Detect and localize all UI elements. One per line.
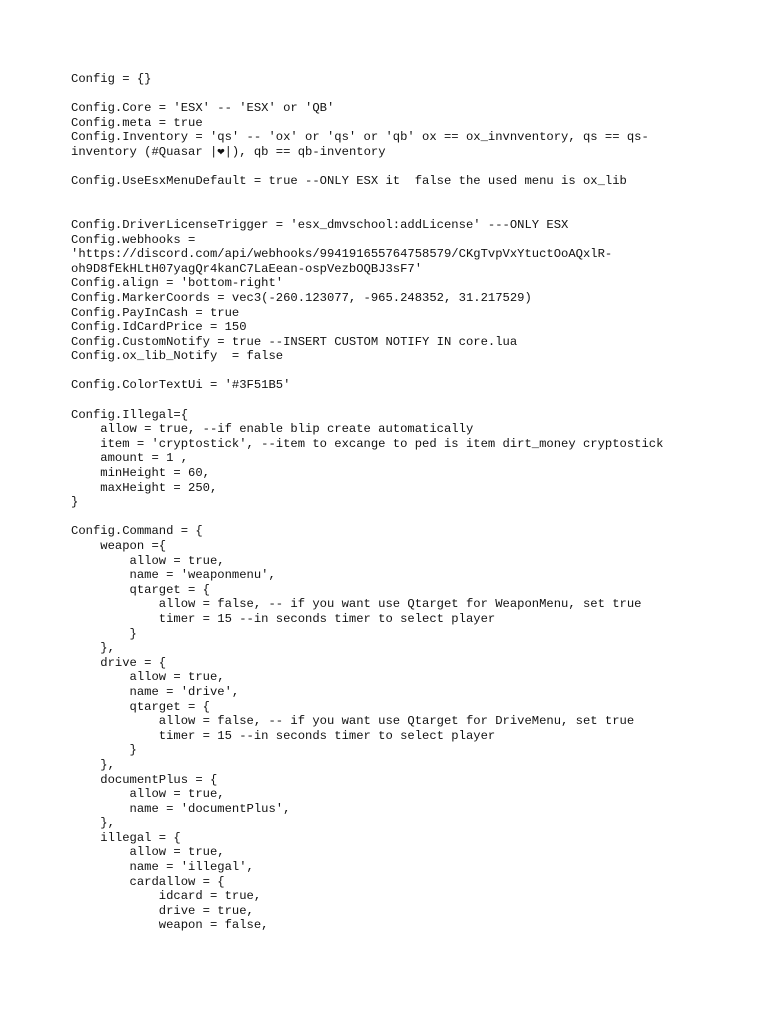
blank-line xyxy=(71,364,731,379)
code-line: name = 'documentPlus', xyxy=(71,801,291,816)
code-line: Config.ColorTextUi = '#3F51B5' xyxy=(71,378,291,393)
code-line: Config.UseEsxMenuDefault = true --ONLY ESX it false the used menu is ox_lib xyxy=(71,174,627,189)
code-line: minHeight = 60, xyxy=(71,466,210,481)
code-line: Config.Command = { xyxy=(71,524,203,539)
code-line: Config.MarkerCoords = vec3(-260.123077, -965.248352, 31.217529) xyxy=(71,290,532,305)
code-line: allow = true, xyxy=(71,670,225,685)
code-line: weapon ={ xyxy=(71,539,167,553)
code-line: Config.ox_lib_Notify = false xyxy=(71,349,284,364)
blank-line xyxy=(71,203,731,218)
code-line: } xyxy=(71,743,137,758)
code-line: Config = {} xyxy=(71,72,152,86)
code-line: Config.IdCardPrice = 150 xyxy=(71,320,247,335)
code-line: }, xyxy=(71,641,115,656)
code-line: maxHeight = 250, xyxy=(71,480,218,495)
blank-line xyxy=(71,189,731,204)
code-line: 'https://discord.com/api/webhooks/994191655764758579/CKgTvpVxYtuctOoAQxlR- xyxy=(71,247,613,262)
code-line: Config.meta = true xyxy=(71,115,203,130)
code-line: name = 'weaponmenu', xyxy=(71,568,276,583)
code-line: name = 'illegal', xyxy=(71,860,254,875)
code-line: qtarget = { xyxy=(71,582,210,597)
code-line: timer = 15 --in seconds timer to select player xyxy=(71,728,496,743)
code-line: cardallow = { xyxy=(71,874,225,889)
code-line: drive = true, xyxy=(71,903,254,918)
code-line: Config.DriverLicenseTrigger = 'esx_dmvschool:addLicense' ---ONLY ESX xyxy=(71,217,569,232)
code-line: allow = true, xyxy=(71,553,225,568)
code-line: Config.Core = 'ESX' -- 'ESX' or 'QB' xyxy=(71,101,335,116)
code-line: Config.PayInCash = true xyxy=(71,305,240,320)
code-line: Config.Inventory = 'qs' -- 'ox' or 'qs' or 'qb' ox == ox_invnventory, qs == qs- xyxy=(71,130,649,145)
code-line: allow = true, --if enable blip create automatically xyxy=(71,422,474,437)
code-line: allow = true, xyxy=(71,787,225,802)
code-line: } xyxy=(71,626,137,641)
blank-line xyxy=(71,393,731,408)
blank-line xyxy=(71,160,731,175)
code-line: Config.CustomNotify = true --INSERT CUSTOM NOTIFY IN core.lua xyxy=(71,334,518,349)
config-code-block xyxy=(71,72,731,933)
code-line: allow = false, -- if you want use Qtarget for WeaponMenu, set true xyxy=(71,597,642,612)
code-line: }, xyxy=(71,757,115,772)
code-line: } xyxy=(71,495,79,510)
code-line: }, xyxy=(71,816,115,831)
code-line: name = 'drive', xyxy=(71,684,240,699)
code-line: oh9D8fEkHLtH07yagQr4kanC7LaEean-ospVezbOQBJ3sF7' xyxy=(71,261,423,276)
code-line: Config.align = 'bottom-right' xyxy=(71,276,284,291)
code-line: illegal = { xyxy=(71,830,181,845)
code-line: item = 'cryptostick', --item to excange to ped is item dirt_money cryptostick xyxy=(71,436,664,451)
code-line: drive = { xyxy=(71,655,167,670)
blank-line xyxy=(71,87,731,102)
blank-line xyxy=(71,510,731,525)
code-line: qtarget = { xyxy=(71,699,210,714)
code-line: inventory (#Quasar |❤|), qb == qb-inventory xyxy=(71,144,386,159)
code-line: amount = 1 , xyxy=(71,451,189,466)
code-line: idcard = true, xyxy=(71,889,262,904)
code-line: allow = true, xyxy=(71,845,225,860)
code-line: Config.Illegal={ xyxy=(71,407,189,422)
code-line: Config.webhooks = xyxy=(71,232,196,247)
code-line: allow = false, -- if you want use Qtarget for DriveMenu, set true xyxy=(71,714,635,729)
code-line: documentPlus = { xyxy=(71,772,218,787)
code-line: weapon = false, xyxy=(71,918,269,933)
code-line: timer = 15 --in seconds timer to select player xyxy=(71,611,496,626)
